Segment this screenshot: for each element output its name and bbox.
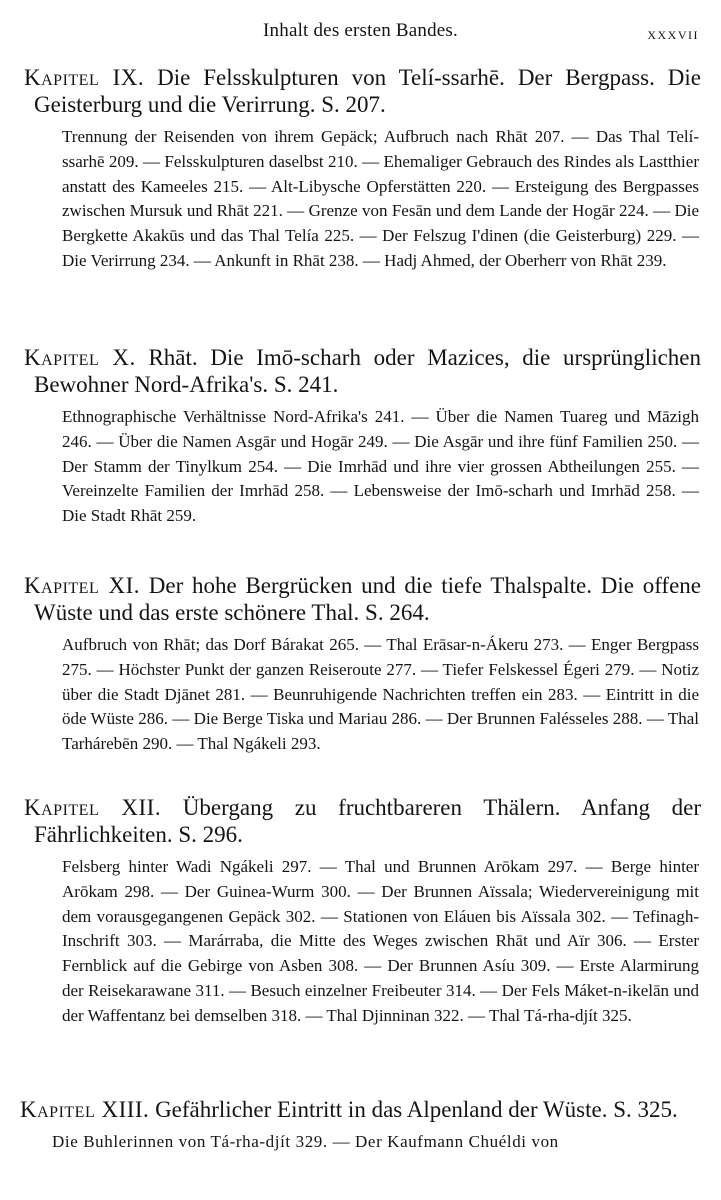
chapter-label: Kapitel IX. (24, 65, 145, 90)
chapter-summary: Ethnographische Verhältnisse Nord-Afrika's 241. — Über die Namen Tuareg und Māzigh 246. — Über die Namen Asgār und Hogār 249. — Die Asgār und ihre fünf Familien 250. — Der Stamm der Tinylkum 254. — Die Imrhād und ihre vier grossen Abtheilungen 255. — Vereinzelte Familien der Imrhād 258. — Lebensweise der Imō-scharh und Imrhād 258. — Die Stadt Rhāt 259. (62, 407, 699, 526)
chapter-title: Gefährlicher Eintritt in das Alpenland der Wüste. S. 325. (155, 1097, 678, 1122)
chapter-entry-xii (0, 794, 721, 1029)
running-title: Inhalt des ersten Bandes. (263, 20, 458, 41)
chapter-title: Rhāt. Die Imō-scharh oder Mazices, die ursprünglichen Bewohner Nord-Afrika's. S. 241. (34, 345, 701, 397)
chapter-heading (0, 794, 721, 848)
chapter-label: Kapitel XII. (24, 795, 162, 820)
chapter-label: Kapitel X. (24, 345, 136, 370)
chapter-title: Die Felsskulpturen von Telí-ssarhē. Der Bergpass. Die Geisterburg und die Verirrung. S. 207. (34, 65, 701, 117)
chapter-heading (0, 572, 721, 626)
chapter-title: Der hohe Bergrücken und die tiefe Thalspalte. Die offene Wüste und das erste schönere Thal. S. 264. (34, 573, 702, 625)
chapter-heading (0, 1096, 721, 1123)
chapter-entry-ix (0, 64, 721, 274)
chapter-title: Übergang zu fruchtbareren Thälern. Anfang der Fährlichkeiten. S. 296. (34, 795, 702, 847)
chapter-entry-xiii (0, 1096, 721, 1155)
chapter-summary: Die Buhlerinnen von Tá-rha-djít 329. — Der Kaufmann Chuéldi von (52, 1132, 559, 1151)
page-number: XXXVII (647, 28, 699, 42)
chapter-entry-xi (0, 572, 721, 757)
chapter-label: Kapitel XI. (24, 573, 140, 598)
chapter-label: Kapitel XIII. (20, 1097, 150, 1122)
chapter-entry-x (0, 344, 721, 529)
running-header (0, 16, 721, 42)
chapter-summary: Aufbruch von Rhāt; das Dorf Bárakat 265. — Thal Erāsar-n-Ákeru 273. — Enger Bergpass 275. — Höchster Punkt der ganzen Reiseroute 277. — Tiefer Felskessel Égeri 279. — Notiz über die Stadt Djānet 281. — Beunruhigende Nachrichten treffen ein 283. — Eintritt in die öde Wüste 286. — Die Berge Tiska und Mariau 286. — Der Brunnen Falésseles 288. — Thal Tarhárebēn 290. — Thal Ngákeli 293. (62, 635, 699, 754)
chapter-heading (0, 344, 721, 398)
chapter-summary: Felsberg hinter Wadi Ngákeli 297. — Thal und Brunnen Arōkam 297. — Berge hinter Arōkam 298. — Der Guinea-Wurm 300. — Der Brunnen Aïssala; Wiedervereinigung mit dem vorausgegangenen Gepäck 302. — Stationen von Eláuen bis Aïssala 302. — Tefinagh-Inschrift 303. — Marárraba, die Mitte des Weges zwischen Rhāt und Aïr 306. — Erster Fernblick auf die Gebirge von Asben 308. — Der Brunnen Asíu 309. — Erste Alarmirung der Reisekarawane 311. — Besuch einzelner Freibeuter 314. — Der Fels Máket-n-ikelān und der Waffentanz bei demselben 318. — Thal Djinninan 322. — Thal Tá-rha-djít 325. (62, 857, 699, 1025)
chapter-heading (0, 64, 721, 118)
chapter-summary: Trennung der Reisenden von ihrem Gepäck; Aufbruch nach Rhāt 207. — Das Thal Telí-ssarhē 209. — Felsskulpturen daselbst 210. — Ehemaliger Gebrauch des Rindes als Lastthier anstatt des Kameeles 215. — Alt-Libysche Opferstätten 220. — Ersteigung des Bergpasses zwischen Mursuk und Rhāt 221. — Grenze von Fesān und dem Lande der Hogār 224. — Die Bergkette Akakūs und das Thal Telía 225. — Der Felszug I'dinen (die Geisterburg) 229. — Die Verirrung 234. — Ankunft in Rhāt 238. — Hadj Ahmed, der Oberherr von Rhāt 239. (62, 127, 699, 270)
